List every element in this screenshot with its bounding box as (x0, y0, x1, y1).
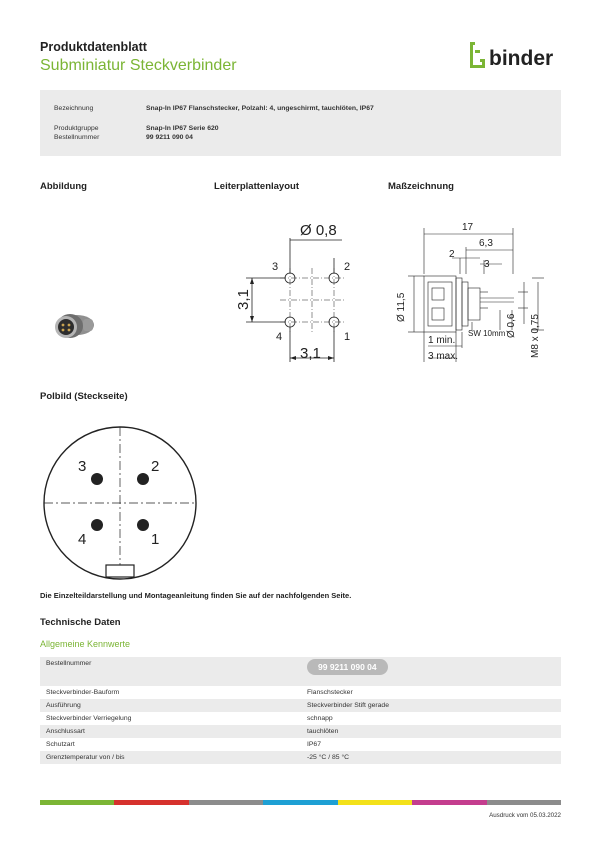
order-number-badge: 99 9211 090 04 (307, 659, 388, 675)
pol-pin-3: 3 (78, 458, 87, 475)
info-value-bestellnummer: 99 9211 090 04 (146, 134, 193, 141)
document-title: Produktdatenblatt (40, 40, 147, 54)
pol-pin-1: 1 (151, 531, 160, 548)
color-bar-segment (338, 800, 412, 805)
table-row (40, 712, 561, 725)
color-bar-segment (263, 800, 337, 805)
spec-label: Anschlussart (40, 725, 301, 738)
technical-data-table (40, 657, 561, 764)
document-subtitle: Subminiatur Steckverbinder (40, 57, 237, 74)
info-label-produktgruppe: Produktgruppe (54, 125, 99, 132)
info-value-produktgruppe: Snap-In IP67 Serie 620 (146, 125, 219, 132)
technical-data-title: Technische Daten (40, 617, 121, 628)
table-row (40, 725, 561, 738)
spec-value: Steckverbinder Stift gerade (301, 699, 561, 712)
spec-label: Grenztemperatur von / bis (40, 751, 301, 764)
table-row (40, 699, 561, 712)
dim-sw-10mm: SW 10mm (468, 329, 506, 338)
color-bar-segment (114, 800, 188, 805)
pin-layout-diagram (38, 425, 208, 580)
technical-data-subtitle: Allgemeine Kennwerte (40, 639, 131, 649)
pcb-pin-2: 2 (344, 261, 351, 273)
spec-value: Flanschstecker (301, 686, 561, 699)
print-date: Ausdruck vom 05.03.2022 (489, 812, 561, 819)
section-abbildung: Abbildung (40, 181, 87, 192)
dimension-drawing (388, 212, 561, 372)
pcb-pin-3: 3 (272, 261, 279, 273)
pcb-pin-1: 1 (344, 331, 351, 343)
table-row (40, 657, 561, 686)
spec-value: -25 °C / 85 °C (301, 751, 561, 764)
spec-value-cell (301, 657, 561, 686)
spec-label: Schutzart (40, 738, 301, 751)
pcb-dim-vertical: 3,1 (235, 289, 252, 310)
spec-value: schnapp (301, 712, 561, 725)
dim-1-min: 1 min. (428, 335, 456, 346)
product-photo (50, 305, 100, 345)
info-value-bezeichnung: Snap-In IP67 Flanschstecker, Polzahl: 4, ungeschirmt, tauchlöten, IP67 (146, 105, 374, 112)
pcb-layout-drawing (230, 212, 370, 372)
pcb-pin-4: 4 (276, 331, 283, 343)
dim-6-3: 6,3 (479, 238, 493, 249)
binder-logo (467, 40, 563, 70)
spec-label: Steckverbinder Verriegelung (40, 712, 301, 725)
spec-value: IP67 (301, 738, 561, 751)
table-row (40, 738, 561, 751)
spec-label: Bestellnummer (40, 657, 301, 686)
section-polbild: Polbild (Steckseite) (40, 391, 128, 402)
spec-label: Ausführung (40, 699, 301, 712)
spec-value: tauchlöten (301, 725, 561, 738)
dim-diameter-11-5: Ø 11,5 (396, 292, 407, 322)
dim-m8-thread: M8 x 0,75 (530, 314, 541, 358)
spec-label: Steckverbinder-Bauform (40, 686, 301, 699)
table-row (40, 686, 561, 699)
dim-3-max: 3 max. (428, 351, 459, 362)
info-label-bezeichnung: Bezeichnung (54, 105, 94, 112)
dim-diameter-0-6: Ø 0,6 (506, 313, 517, 338)
assembly-note: Die Einzelteildarstellung und Montageanleitung finden Sie auf der nachfolgenden Seite. (40, 591, 352, 600)
section-masszeichnung: Maßzeichnung (388, 181, 454, 192)
pol-pin-2: 2 (151, 458, 160, 475)
binder-logo-mark (467, 40, 563, 70)
color-bar-segment (40, 800, 114, 805)
color-bar-segment (189, 800, 263, 805)
logo-wordmark: binder (489, 47, 554, 70)
dim-3: 3 (484, 259, 490, 270)
dim-2: 2 (449, 249, 455, 260)
dim-17: 17 (462, 222, 474, 233)
info-label-bestellnummer: Bestellnummer (54, 134, 100, 141)
footer-color-bar (40, 800, 561, 805)
color-bar-segment (412, 800, 486, 805)
table-row (40, 751, 561, 764)
pcb-diameter-label: Ø 0,8 (300, 222, 337, 239)
pcb-dim-horizontal: 3,1 (300, 345, 321, 362)
color-bar-segment (487, 800, 561, 805)
section-leiterplattenlayout: Leiterplattenlayout (214, 181, 299, 192)
product-info-box (40, 90, 561, 156)
pol-pin-4: 4 (78, 531, 87, 548)
